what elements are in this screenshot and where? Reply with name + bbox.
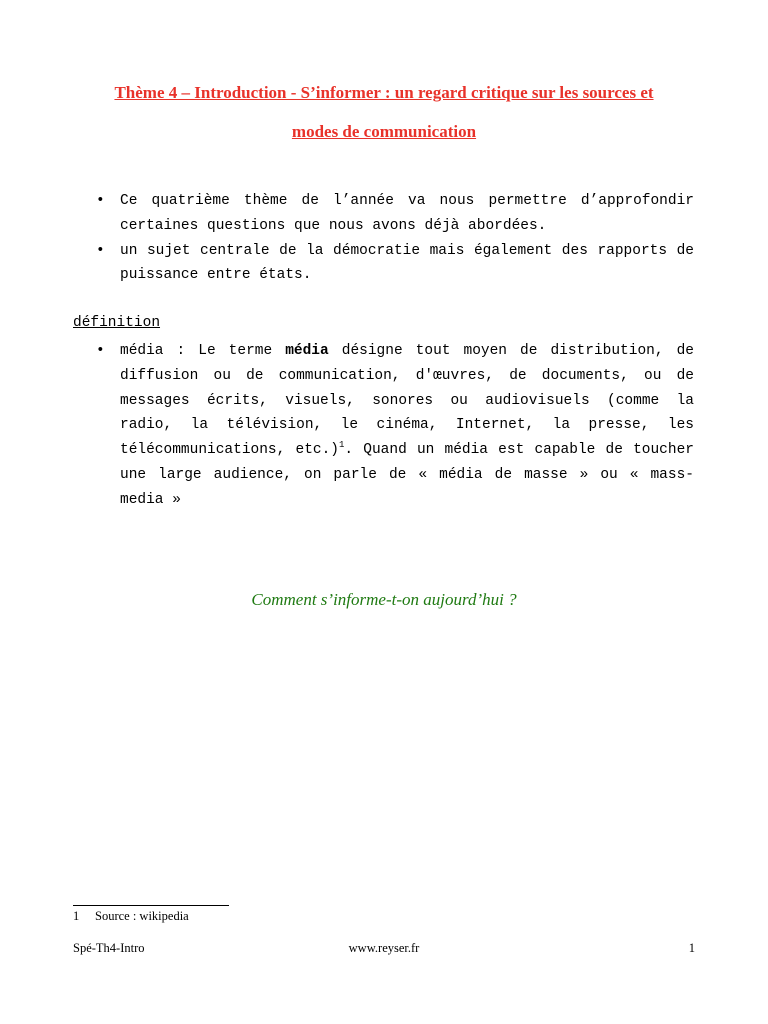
definition-term: média xyxy=(285,343,329,359)
definition-heading: définition xyxy=(73,315,161,331)
intro-bullet-list xyxy=(96,189,694,288)
bullet-icon: • xyxy=(96,242,105,259)
document-title-line-2: modes de communication xyxy=(291,122,477,141)
bullet-icon: • xyxy=(96,193,105,209)
footnote-divider xyxy=(73,905,229,906)
bullet-icon: • xyxy=(96,343,105,359)
footer-page-number: 1 xyxy=(688,941,695,955)
list-item xyxy=(96,239,694,289)
definition-text-body: désigne tout moyen de distribution, de diffusion ou de communication, d'œuvres, de documents, ou de messages écrits, visuels, sonores ou audiovisuels (comme la radio, la télévision, le cinéma, Internet, la presse, les télécommunications, etc.) xyxy=(120,343,694,459)
footnote-number: 1 xyxy=(73,909,80,923)
list-item xyxy=(96,189,694,239)
footer-website: www.reyser.fr xyxy=(348,941,420,955)
guiding-question: Comment s’informe-t-on aujourd’hui ? xyxy=(251,590,517,609)
footnote-text: Source : wikipedia xyxy=(95,909,189,923)
definition-bullet-list xyxy=(96,339,694,513)
definition-text-suffix: . Quand un média est capable de toucher une large audience, on parle de « média de masse » ou « mass-media » xyxy=(120,442,694,508)
intro-bullet-text: un sujet centrale de la démocratie mais également des rapports de puissance entre états. xyxy=(120,242,694,284)
footer-document-code: Spé-Th4-Intro xyxy=(73,941,145,955)
list-item xyxy=(96,339,694,513)
document-title-line-1: Thème 4 – Introduction - S’informer : un regard critique sur les sources et xyxy=(114,83,654,102)
intro-bullet-text: Ce quatrième thème de l’année va nous permettre d’approfondir certaines questions que nous avons déjà abordées. xyxy=(120,193,694,234)
footnote-reference[interactable]: 1 xyxy=(339,440,345,451)
definition-text-prefix: média : Le terme xyxy=(120,343,286,359)
